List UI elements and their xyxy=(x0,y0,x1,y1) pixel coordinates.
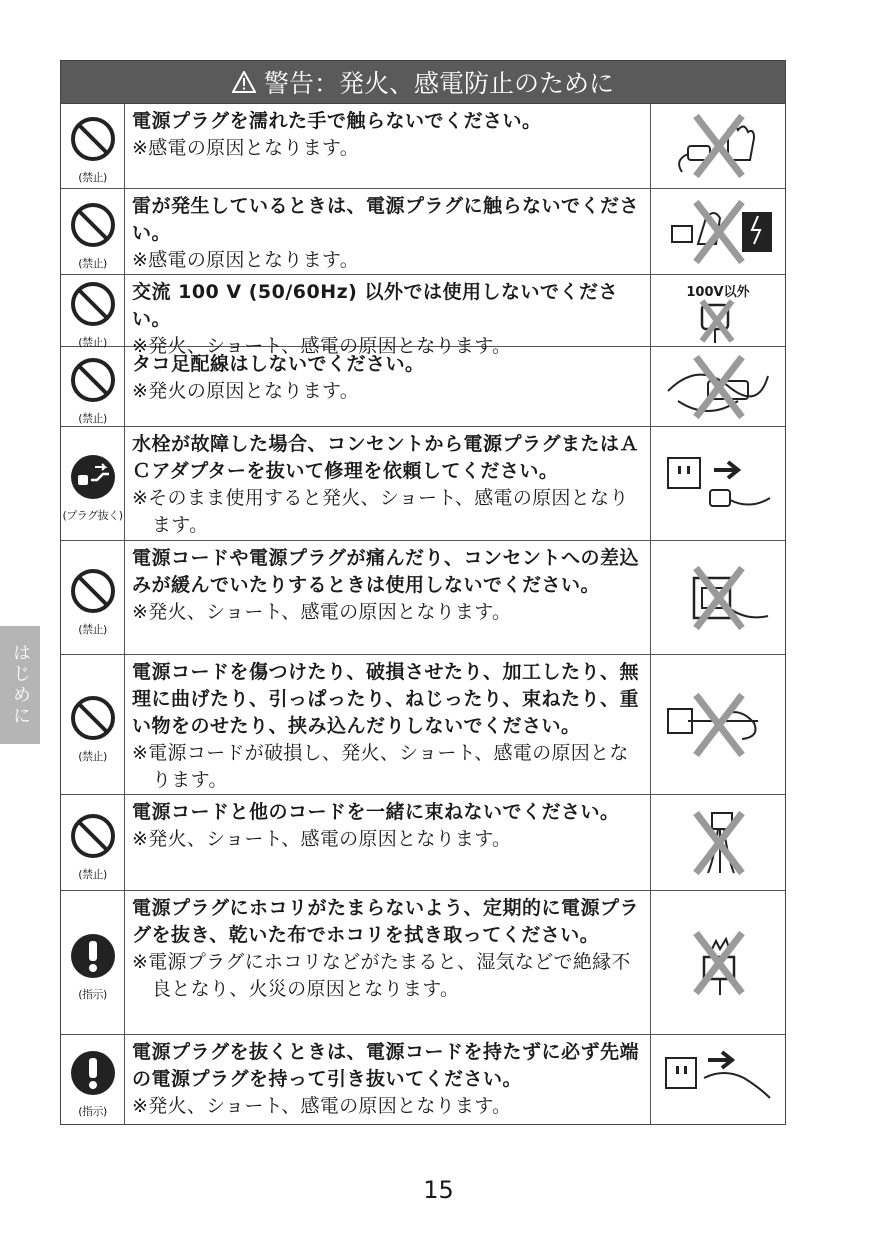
instruction-icon xyxy=(69,1049,117,1101)
symbol-cell xyxy=(61,427,125,540)
warning-title: 警告：発火、感電防止のために xyxy=(263,69,614,98)
illustration-cell xyxy=(651,275,785,346)
symbol-label: (禁止) xyxy=(78,335,107,349)
warning-text: 電源プラグを抜くときは、電源コードを持たずに必ず先端の電源プラグを持って引き抜いてください。 xyxy=(132,1041,640,1090)
illustration-cell xyxy=(651,427,785,540)
symbol-cell xyxy=(61,795,125,890)
text-cell xyxy=(125,275,651,357)
symbol-label: (禁止) xyxy=(78,749,107,763)
symbol-cell xyxy=(61,275,125,349)
symbol-cell xyxy=(61,891,125,1034)
warning-note: ※発火、ショート、感電の原因となります。 xyxy=(132,828,512,850)
prohibited-icon xyxy=(69,115,117,167)
prohibited-icon xyxy=(69,201,117,253)
text-cell xyxy=(125,655,651,794)
warning-text: 雷が発生しているときは、電源プラグに触らないでください。 xyxy=(132,195,640,244)
text-cell xyxy=(125,795,651,890)
warning-row xyxy=(61,426,785,540)
instruction-icon xyxy=(69,932,117,984)
symbol-cell xyxy=(61,104,125,188)
warning-note: ※感電の原因となります。 xyxy=(132,249,360,271)
text-cell xyxy=(125,541,651,654)
bundled-cords-illustration xyxy=(658,807,778,879)
illustration-cell xyxy=(651,104,785,188)
warning-header xyxy=(61,61,785,104)
warning-text: 水栓が故障した場合、コンセントから電源プラグまたはＡＣアダプターを抜いて修理を依頼してください。 xyxy=(132,433,640,482)
symbol-label: (指示) xyxy=(78,1104,107,1118)
prohibited-icon xyxy=(69,567,117,619)
page-number: 15 xyxy=(423,1176,454,1204)
unplug-icon xyxy=(69,453,117,505)
dusty-plug-illustration xyxy=(658,927,778,999)
symbol-label: (指示) xyxy=(78,987,107,1001)
illustration-cell xyxy=(651,347,785,426)
warning-note: ※発火、ショート、感電の原因となります。 xyxy=(132,1095,512,1117)
warning-row xyxy=(61,104,785,188)
octopus-wiring-illustration xyxy=(658,351,778,423)
prohibited-icon xyxy=(69,812,117,864)
warning-text: 電源プラグを濡れた手で触らないでください。 xyxy=(132,110,542,132)
warning-text: 電源コードと他のコードを一緒に束ねないでください。 xyxy=(132,801,620,823)
symbol-cell xyxy=(61,541,125,654)
symbol-label: (禁止) xyxy=(78,622,107,636)
wet-hand-plug-illustration xyxy=(658,110,778,182)
warning-row xyxy=(61,890,785,1034)
unplug-outlet-illustration xyxy=(658,448,778,520)
warning-note: ※そのまま使用すると発火、ショート、感電の原因となります。 xyxy=(132,487,629,536)
warning-table xyxy=(60,60,786,1125)
warning-row xyxy=(61,274,785,357)
warning-text: 電源コードを傷つけたり、破損させたり、加工したり、無理に曲げたり、引っぱったり、ねじったり、束ねたり、重い物をのせたり、挟み込んだりしないでください。 xyxy=(132,661,640,737)
symbol-cell xyxy=(61,347,125,426)
warning-row xyxy=(61,794,785,890)
text-cell xyxy=(125,427,651,540)
section-tab[interactable]: はじめに xyxy=(0,626,40,744)
warning-row xyxy=(61,540,785,654)
symbol-cell xyxy=(61,655,125,794)
warning-note: ※感電の原因となります。 xyxy=(132,137,360,159)
damaged-cord-illustration xyxy=(658,689,778,761)
illustration-cell xyxy=(651,541,785,654)
illustration-cell xyxy=(651,891,785,1034)
prohibited-icon xyxy=(69,694,117,746)
warning-note: ※電源コードが破損し、発火、ショート、感電の原因となります。 xyxy=(132,742,629,791)
symbol-label: (禁止) xyxy=(78,256,107,270)
symbol-label: (プラグ抜く) xyxy=(62,508,123,522)
warning-row xyxy=(61,346,785,426)
text-cell xyxy=(125,891,651,1034)
warning-text: タコ足配線はしないでください。 xyxy=(132,353,425,375)
warning-row xyxy=(61,654,785,794)
warning-row xyxy=(61,1034,785,1124)
symbol-cell xyxy=(61,189,125,274)
illustration-cell xyxy=(651,189,785,274)
warning-note: ※発火、ショート、感電の原因となります。 xyxy=(132,335,512,357)
illustration-cell xyxy=(651,655,785,794)
symbol-label: (禁止) xyxy=(78,171,107,184)
prohibited-icon xyxy=(69,356,117,408)
symbol-cell xyxy=(61,1035,125,1124)
text-cell xyxy=(125,104,651,188)
warning-triangle-icon xyxy=(232,71,256,93)
voltage-label: 100V以外 xyxy=(686,285,750,300)
pull-plug-illustration xyxy=(658,1044,778,1116)
warning-note: ※電源プラグにホコリなどがたまると、湿気などで絶縁不良となり、火災の原因となります。 xyxy=(132,951,631,1000)
warning-note: ※発火の原因となります。 xyxy=(132,380,360,402)
illustration-cell xyxy=(651,795,785,890)
warning-text: 電源コードや電源プラグが痛んだり、コンセントへの差込みが緩んでいたりするときは使用しないでください。 xyxy=(132,547,640,596)
symbol-label: (禁止) xyxy=(78,411,107,425)
text-cell xyxy=(125,347,651,426)
loose-plug-illustration xyxy=(658,562,778,634)
warning-note: ※発火、ショート、感電の原因となります。 xyxy=(132,601,512,623)
illustration-cell xyxy=(651,1035,785,1124)
text-cell xyxy=(125,1035,651,1124)
warning-row xyxy=(61,188,785,274)
symbol-label: (禁止) xyxy=(78,867,107,881)
text-cell xyxy=(125,189,651,274)
lightning-plug-illustration xyxy=(658,196,778,268)
prohibited-icon xyxy=(69,280,117,332)
warning-text: 電源プラグにホコリがたまらないよう、定期的に電源プラグを抜き、乾いた布でホコリを拭き取ってください。 xyxy=(132,897,640,946)
warning-text: 交流 100 V (50/60Hz) 以外では使用しないでください。 xyxy=(132,281,618,330)
